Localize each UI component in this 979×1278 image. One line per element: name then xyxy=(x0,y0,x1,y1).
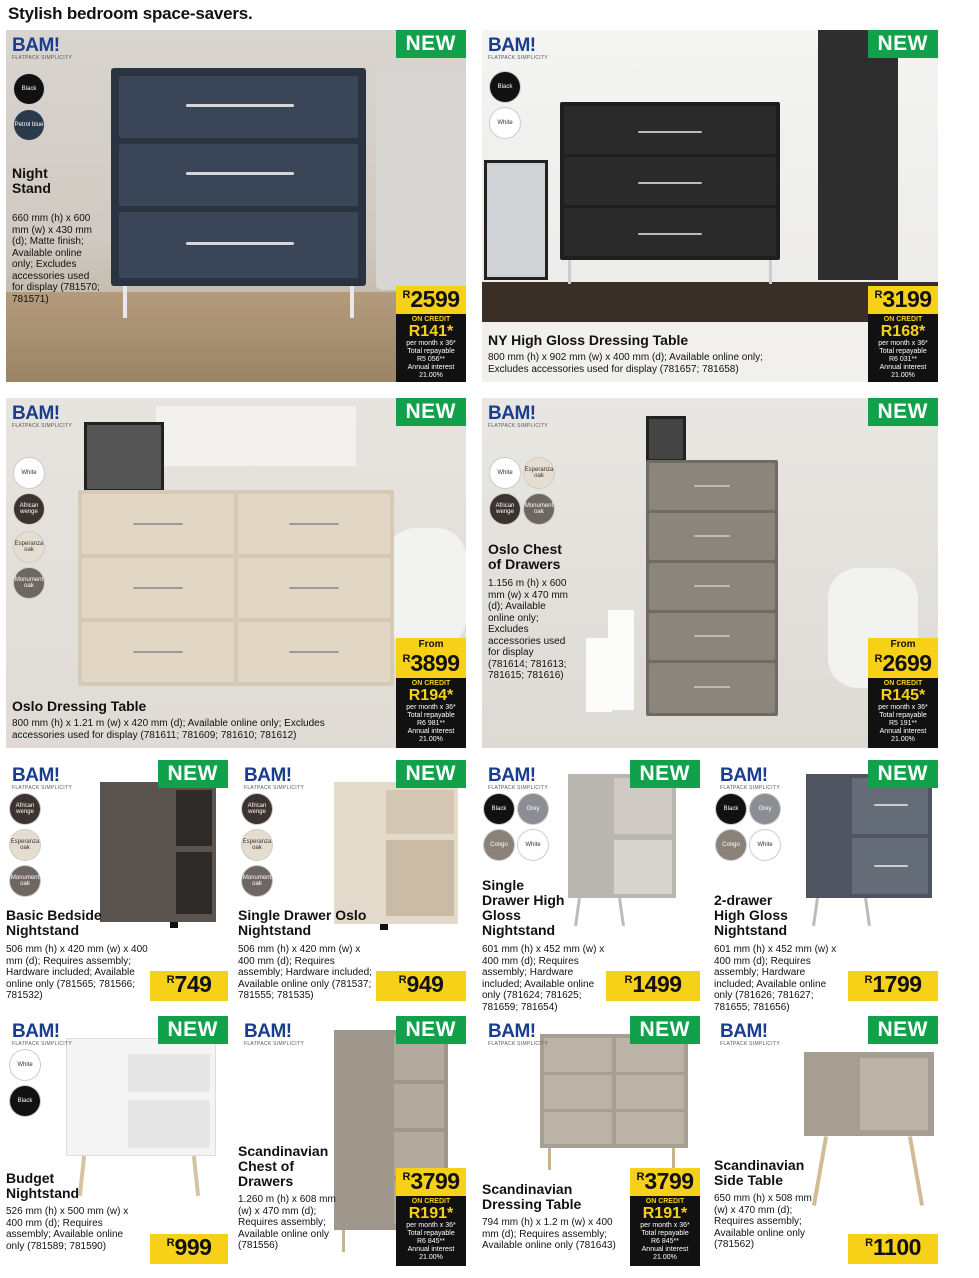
high-gloss-nightstand-image xyxy=(568,774,680,934)
swatch-black[interactable]: Black xyxy=(14,74,44,104)
pouf-image xyxy=(386,528,466,648)
price-tag: $^R$749 xyxy=(150,971,228,1001)
swatch-black[interactable]: Black xyxy=(10,1086,40,1116)
product-name: NY High Gloss Dressing Table xyxy=(488,332,689,348)
oslo-chest-image xyxy=(646,460,778,720)
brand-logo: BAM! FLATPACK SIMPLICITY xyxy=(488,35,548,61)
product-name: Single Drawer Oslo Nightstand xyxy=(238,907,367,938)
brand-logo: BAM! FLATPACK SIMPLICITY xyxy=(488,765,548,791)
dressing-table-image xyxy=(560,102,780,312)
swatch-black[interactable]: Black xyxy=(716,794,746,824)
product-description: 601 mm (h) x 452 mm (w) x 400 mm (d); Requires assembly; Hardware included; Available online only (781624; 781625; 781659; 781654) xyxy=(482,944,605,1013)
swatch-grey[interactable]: Grey xyxy=(750,794,780,824)
product-card-basic-bedside-nightstand[interactable] xyxy=(6,760,228,1006)
brand-logo: BAM! FLATPACK SIMPLICITY xyxy=(720,1021,780,1047)
product-name: Oslo Chest of Drawers xyxy=(488,541,562,572)
credit-box: ON CREDIT R191* per month x 36* Total repayable R6 845** Annual interest 21.00% xyxy=(396,1196,466,1266)
product-description: 650 mm (h) x 508 mm (w) x 470 mm (d); Requires assembly; Available online only (781562) xyxy=(714,1193,812,1250)
product-description: 800 mm (h) x 1.21 m (w) x 420 mm (d); Available online only; Excludes accessories used for display (781611; 781609; 781610; 781612) xyxy=(12,718,325,741)
swatch-monument-oak[interactable]: Monument oak xyxy=(10,866,40,896)
price-tag: $^R$1100 xyxy=(848,1234,938,1264)
bed-image xyxy=(376,70,466,290)
new-badge: NEW xyxy=(396,398,467,426)
product-card-budget-nightstand[interactable] xyxy=(6,1016,228,1268)
swatch-esperanza-oak[interactable]: Esperanza oak xyxy=(14,532,44,562)
price-tag: $^R$999 xyxy=(150,1234,228,1264)
swatch-white[interactable]: White xyxy=(10,1050,40,1080)
brand-logo: BAM! FLATPACK SIMPLICITY xyxy=(488,403,548,429)
swatch-monument-oak[interactable]: Monument oak xyxy=(242,866,272,896)
product-card-ny-high-gloss-dressing-table[interactable] xyxy=(482,30,938,382)
scandinavian-side-table-image xyxy=(804,1052,936,1222)
swatch-congo[interactable]: Congo xyxy=(484,830,514,860)
swatch-african-wenge[interactable]: African wenge xyxy=(10,794,40,824)
price-tag: From $^R$2699 xyxy=(868,638,938,678)
swatch-black[interactable]: Black xyxy=(484,794,514,824)
door-image xyxy=(818,30,898,280)
swatch-esperanza-oak[interactable]: Esperanza oak xyxy=(242,830,272,860)
swatch-monument-oak[interactable]: Monument oak xyxy=(524,494,554,524)
swatch-african-wenge[interactable]: African wenge xyxy=(242,794,272,824)
swatch-esperanza-oak[interactable]: Esperanza oak xyxy=(524,458,554,488)
price-tag: $^R$3199 xyxy=(868,286,938,314)
product-description: 1.260 m (h) x 608 mm (w) x 470 mm (d); Requires assembly; Available online only (781556) xyxy=(238,1194,336,1251)
credit-box: ON CREDIT R141* per month x 36* Total repayable R5 056** Annual interest 21.00% xyxy=(396,314,466,382)
brand-logo: BAM! FLATPACK SIMPLICITY xyxy=(244,1021,304,1047)
brand-logo: BAM! FLATPACK SIMPLICITY xyxy=(488,1021,548,1047)
product-card-night-stand[interactable] xyxy=(6,30,466,382)
new-badge: NEW xyxy=(630,1016,701,1044)
product-description: 660 mm (h) x 600 mm (w) x 430 mm (d); Matte finish; Available online only; Excludes accessories used for display (781570; 781571) xyxy=(12,213,100,305)
new-badge: NEW xyxy=(868,398,939,426)
brand-logo: BAM! FLATPACK SIMPLICITY xyxy=(12,35,72,61)
product-description: 601 mm (h) x 452 mm (w) x 400 mm (d); Requires assembly; Hardware included; Available online only (781626; 781627; 781655; 781656) xyxy=(714,944,837,1013)
product-name: Single Drawer High Gloss Nightstand xyxy=(482,877,565,938)
price-tag: $^R$1799 xyxy=(848,971,938,1001)
product-name: Basic Bedside Nightstand xyxy=(6,907,102,938)
wall-art-image xyxy=(84,422,164,492)
swatch-petrol-blue[interactable]: Petrol blue xyxy=(14,110,44,140)
swatch-congo[interactable]: Congo xyxy=(716,830,746,860)
product-card-scandinavian-dressing-table[interactable] xyxy=(482,1016,700,1268)
new-badge: NEW xyxy=(630,760,701,788)
brand-logo: BAM! FLATPACK SIMPLICITY xyxy=(12,403,72,429)
night-stand-image xyxy=(111,68,366,318)
product-description: 1.156 m (h) x 600 mm (w) x 470 mm (d); Available online only; Excludes accessories used for display (781614; 781613; 781615; 781616) xyxy=(488,578,568,681)
product-name: Scandinavian Chest of Drawers xyxy=(238,1143,329,1189)
vase-image-small xyxy=(586,638,612,712)
product-description: 506 mm (h) x 420 mm (w) x 400 mm (d); Requires assembly; Hardware included; Available online only (781537; 781555; 781535) xyxy=(238,944,372,1001)
swatch-black[interactable]: Black xyxy=(490,72,520,102)
new-badge: NEW xyxy=(158,1016,229,1044)
product-card-2-drawer-high-gloss-nightstand[interactable] xyxy=(714,760,938,1013)
product-card-oslo-dressing-table[interactable] xyxy=(6,398,466,748)
new-badge: NEW xyxy=(868,760,939,788)
product-card-scandinavian-side-table[interactable] xyxy=(714,1016,938,1268)
product-description: 506 mm (h) x 420 mm (w) x 400 mm (d); Requires assembly; Hardware included; Available online only (781565; 781566; 781532) xyxy=(6,944,148,1001)
price-tag: $^R$3799 xyxy=(396,1168,466,1196)
oslo-dressing-table-image xyxy=(78,490,394,690)
price-tag: $^R$2599 xyxy=(396,286,466,314)
price-tag: $^R$949 xyxy=(376,971,466,1001)
brand-logo: BAM! FLATPACK SIMPLICITY xyxy=(244,765,304,791)
product-card-single-drawer-high-gloss-nightstand[interactable] xyxy=(482,760,700,1013)
swatch-white[interactable]: White xyxy=(518,830,548,860)
product-name: Scandinavian Side Table xyxy=(714,1157,805,1188)
product-name: 2-drawer High Gloss Nightstand xyxy=(714,892,788,938)
credit-box: ON CREDIT R191* per month x 36* Total repayable R6 845** Annual interest 21.00% xyxy=(630,1196,700,1266)
swatch-white[interactable]: White xyxy=(490,108,520,138)
swatch-monument-oak[interactable]: Monument oak xyxy=(14,568,44,598)
price-tag: $^R$1499 xyxy=(606,971,700,1001)
credit-box: ON CREDIT R194* per month x 36* Total repayable R6 981** Annual interest 21.00% xyxy=(396,678,466,748)
swatch-white[interactable]: White xyxy=(490,458,520,488)
product-description: 800 mm (h) x 902 mm (w) x 400 mm (d); Available online only; Excludes accessories used for display (781657; 781658) xyxy=(488,352,763,375)
price-tag: $^R$3799 xyxy=(630,1168,700,1196)
page-headline: Stylish bedroom space-savers. xyxy=(8,4,253,23)
credit-box: ON CREDIT R168* per month x 36* Total repayable R6 031** Annual interest 21.00% xyxy=(868,314,938,382)
product-name: Scandinavian Dressing Table xyxy=(482,1181,582,1212)
swatch-grey[interactable]: Grey xyxy=(518,794,548,824)
brand-logo: BAM! FLATPACK SIMPLICITY xyxy=(12,765,72,791)
new-badge: NEW xyxy=(158,760,229,788)
wall-art-image xyxy=(484,160,548,280)
window-image xyxy=(156,406,356,466)
swatch-african-wenge[interactable]: African wenge xyxy=(490,494,520,524)
product-name: Night Stand xyxy=(12,165,51,196)
product-card-single-drawer-oslo-nightstand[interactable] xyxy=(238,760,466,1006)
wall-art-image xyxy=(646,416,686,462)
swatch-african-wenge[interactable]: African wenge xyxy=(14,494,44,524)
product-name: Budget Nightstand xyxy=(6,1170,80,1201)
swatch-white[interactable]: White xyxy=(750,830,780,860)
scandinavian-dressing-table-image xyxy=(540,1034,690,1174)
brand-logo: BAM! FLATPACK SIMPLICITY xyxy=(12,1021,72,1047)
new-badge: NEW xyxy=(868,1016,939,1044)
product-description: 526 mm (h) x 500 mm (w) x 400 mm (d); Requires assembly; Available online only (781589; 781590) xyxy=(6,1206,129,1252)
new-badge: NEW xyxy=(396,1016,467,1044)
product-card-scandinavian-chest-of-drawers[interactable] xyxy=(238,1016,466,1268)
new-badge: NEW xyxy=(868,30,939,58)
new-badge: NEW xyxy=(396,760,467,788)
new-badge: NEW xyxy=(396,30,467,58)
basic-nightstand-image xyxy=(100,782,220,928)
product-name: Oslo Dressing Table xyxy=(12,698,147,714)
swatch-white[interactable]: White xyxy=(14,458,44,488)
2-drawer-nightstand-image xyxy=(806,774,936,934)
swatch-esperanza-oak[interactable]: Esperanza oak xyxy=(10,830,40,860)
product-description: 794 mm (h) x 1.2 m (w) x 400 mm (d); Requires assembly; Available online only (781643) xyxy=(482,1217,616,1251)
price-tag: From $^R$3899 xyxy=(396,638,466,678)
credit-box: ON CREDIT R145* per month x 36* Total repayable R5 191** Annual interest 21.00% xyxy=(868,678,938,748)
brand-logo: BAM! FLATPACK SIMPLICITY xyxy=(720,765,780,791)
product-card-oslo-chest-of-drawers[interactable] xyxy=(482,398,938,748)
